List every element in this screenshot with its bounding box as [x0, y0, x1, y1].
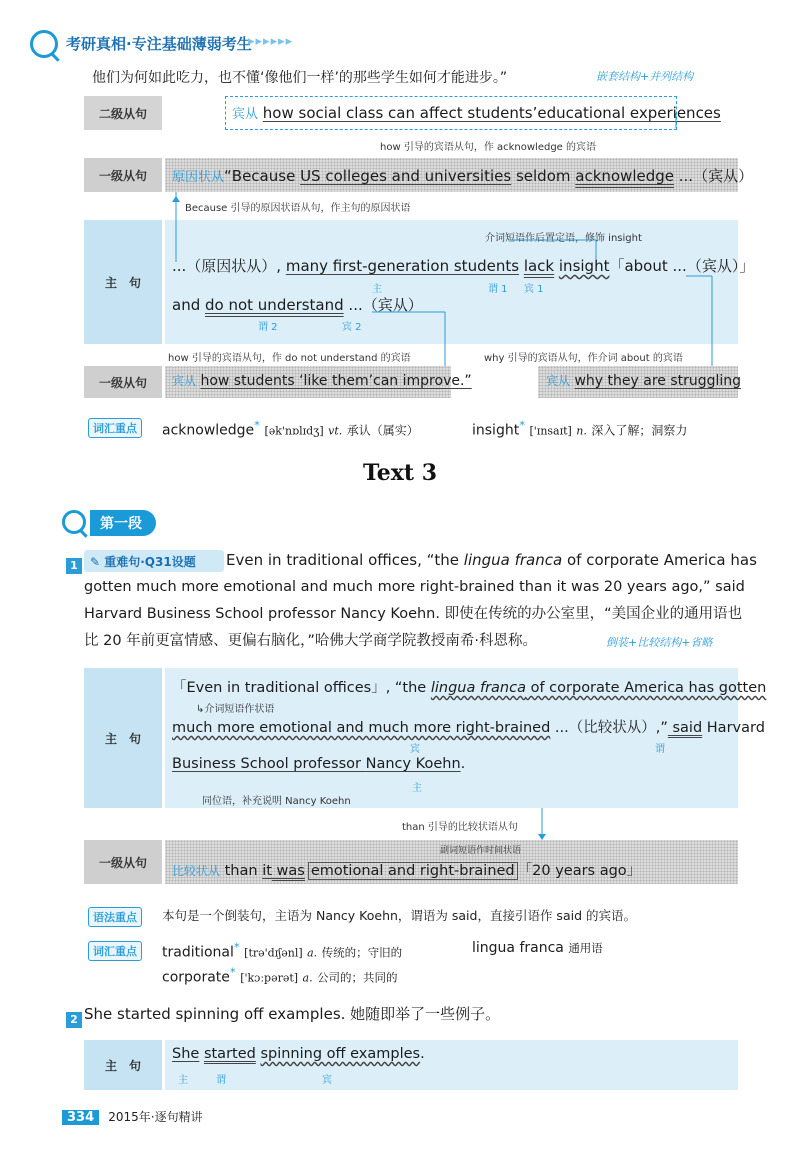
- main-bg: [165, 220, 738, 344]
- level1a-clause: 原因状从“Because US colleges and universities seldom acknowledge ...（宾从）: [172, 167, 754, 185]
- label-level1b: 一级从句: [84, 366, 162, 398]
- mark-subj-3: 主: [178, 1075, 188, 1086]
- mark-object1: 宾 1: [524, 284, 544, 295]
- note-why: why 引导的宾语从句，作介词 about 的宾语: [484, 353, 683, 364]
- header-arrows-icon: ▸▸▸▸▸▸: [248, 34, 294, 49]
- level2-clause: 宾从 how social class can affect students’educational experiences: [232, 104, 721, 122]
- vocab-lingua-franca: lingua franca 通用语: [472, 940, 603, 956]
- note-how-clause: how 引导的宾语从句，作 acknowledge 的宾语: [380, 142, 597, 153]
- label-level2: 二级从句: [84, 96, 162, 130]
- note-how-dnu: how 引导的宾语从句，作 do not understand 的宾语: [168, 353, 411, 364]
- main2-line3: Business School professor Nancy Koehn.: [172, 756, 466, 772]
- mark-obj-3: 宾: [322, 1075, 332, 1086]
- note-adverb-phrase: 副词短语作时间状语: [440, 846, 522, 856]
- para1-line1: Even in traditional offices, “the lingua franca of corporate America has: [226, 551, 757, 569]
- note-appositive: 同位语，补充说明 Nancy Koehn: [202, 796, 351, 807]
- note-prep-phrase: 介词短语作后置定语，修饰 insight: [485, 233, 642, 244]
- footer: [62, 1106, 203, 1125]
- level1b-right: 宾从 why they are struggling: [546, 373, 742, 389]
- para1-line3: Harvard Business School professor Nancy Koehn. 即使在传统的办公室里，“美国企业的通用语也: [84, 606, 743, 622]
- vocab-acknowledge: acknowledge* [ək'nɒlɪdʒ] vt. 承认（属实）: [162, 418, 419, 439]
- mark-object2: 宾 2: [342, 322, 362, 333]
- mark-subject: 主: [372, 284, 382, 295]
- note-than: than 引导的比较状语从句: [402, 822, 518, 833]
- label-level1-2: 一级从句: [84, 840, 162, 884]
- grammar-tag: 语法重点: [88, 907, 142, 927]
- main-line2: and do not understand ...（宾从）: [172, 296, 423, 314]
- vocab-traditional: traditional* [trə'dɪʃənl] a. 传统的；守旧的: [162, 940, 403, 961]
- para2-text: She started spinning off examples. 她随即举了一些例子。: [84, 1005, 501, 1023]
- level1-2-clause: 比较状从 than it was emotional and right-brained 「20 years ago」: [172, 863, 642, 879]
- mark-verb1: 谓 1: [488, 284, 508, 295]
- note-prep-adverbial: ↳介词短语作状语: [196, 704, 275, 715]
- vocab-tag-2: 词汇重点: [88, 941, 142, 961]
- label-main-2: 主 句: [84, 668, 162, 808]
- label-level1a: 一级从句: [84, 158, 162, 192]
- mark-verb-3: 谓: [216, 1075, 226, 1086]
- label-main-3: 主 句: [84, 1040, 162, 1090]
- level1b-left: 宾从 how students ‘like them’can improve.”: [172, 373, 472, 389]
- structure-tag: 嵌套结构+并列结构: [596, 70, 694, 83]
- para1-line2: gotten much more emotional and much more right-brained than it was 20 years ago,” said: [84, 579, 745, 595]
- mark-obj-2: 宾: [410, 744, 420, 755]
- search-logo-icon: [30, 30, 58, 58]
- vocab-corporate: corporate* ['kɔːpərət] a. 公司的；共同的: [162, 965, 398, 986]
- note-because: Because 引导的原因状语从句，作主句的原因状语: [185, 203, 411, 214]
- header-title: 考研真相·专注基础薄弱考生: [66, 35, 252, 53]
- main2-line1: 「Even in traditional offices」, “the lingua franca of corporate America has gotten: [172, 680, 767, 696]
- grammar-text: 本句是一个倒装句，主语为 Nancy Koehn，谓语为 said，直接引语作 said 的宾语。: [162, 908, 636, 923]
- top-translation: 他们为何如此吃力，也不懂‘像他们一样’的那些学生如何才能进步。”: [92, 70, 508, 86]
- mark-verb-2: 谓: [655, 744, 665, 755]
- para1-number: 1: [66, 554, 82, 574]
- vocab-insight: insight* ['ɪnsaɪt] n. 深入了解；洞察力: [472, 418, 688, 439]
- text3-title: Text 3: [362, 460, 438, 486]
- mark-subj-2: 主: [412, 783, 422, 794]
- main2-line2: much more emotional and much more right-brained ...（比较状从）,” said Harvard: [172, 720, 765, 736]
- main-line1: ...（原因状从）, many first-generation students lack insight「about ...（宾从）」: [172, 257, 755, 275]
- para1-tag: 倒装+比较结构+省略: [606, 636, 713, 649]
- para1-badge: ✎ 重难句·Q31设题: [90, 555, 196, 569]
- section-search-icon: [62, 510, 86, 534]
- mark-verb2: 谓 2: [258, 322, 278, 333]
- main3-sentence: She started spinning off examples.: [172, 1046, 425, 1062]
- para2-number: 2: [66, 1008, 82, 1028]
- footer-text: 2015年·逐句精讲: [108, 1110, 203, 1124]
- page-number: 334: [62, 1110, 99, 1125]
- para1-line4: 比 20 年前更富情感、更偏右脑化，”哈佛大学商学院教授南希·科恩称。: [84, 633, 538, 649]
- vocab-tag-1: 词汇重点: [88, 418, 142, 438]
- section-tag: 第一段: [90, 510, 156, 536]
- label-main: 主 句: [84, 220, 162, 344]
